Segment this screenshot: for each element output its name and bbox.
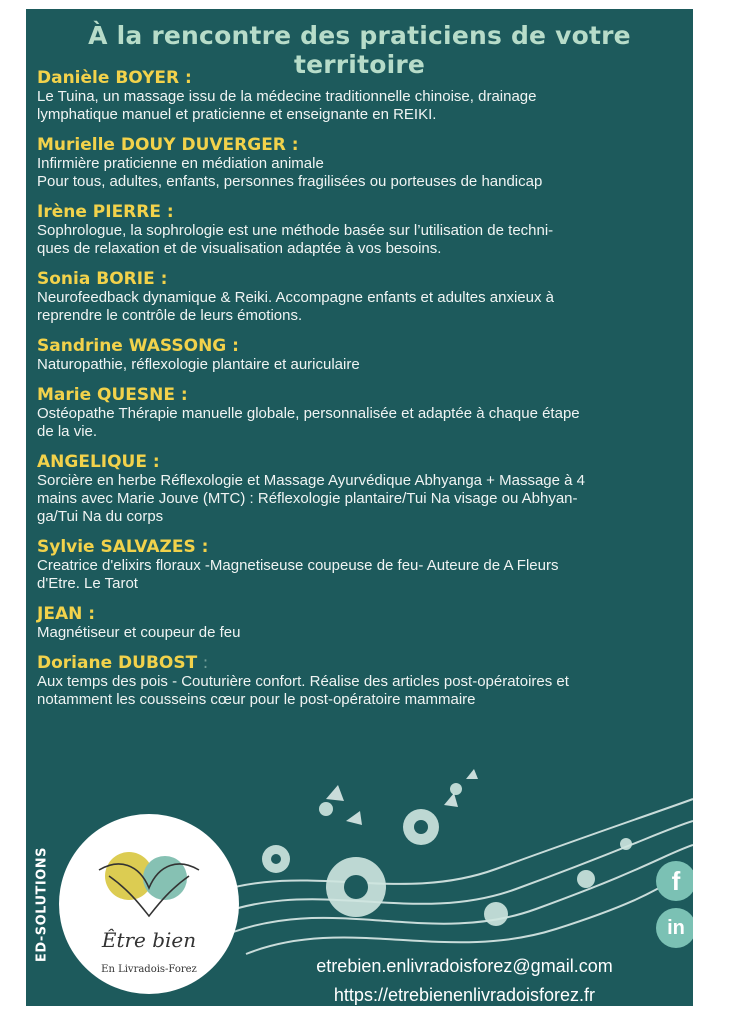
flyer-panel [26,9,693,1006]
page-title: À la rencontre des praticiens de votre territoire [88,21,631,79]
practitioner-name: ANGELIQUE : [37,452,160,472]
linkedin-icon[interactable]: in [656,908,693,948]
practitioner-name: Marie QUESNE : [37,385,188,405]
practitioner-description: Sophrologue, la sophrologie est une méthode basée sur l’utilisation de techni- ques de relaxation et de visualisation adaptée à vos besoins. [37,222,554,257]
logo-subtitle: En Livradois-Forez [101,964,197,975]
contact-website[interactable]: https://etrebienenlivradoisforez.fr [333,985,596,1005]
practitioner-description: Infirmière praticienne en médiation animale Pour tous, adultes, enfants, personnes fragilisées ou porteuses de handicap [37,155,543,190]
practitioner-name: Doriane DUBOST : [37,653,209,673]
contact-email[interactable]: etrebien.enlivradoisforez@gmail.com [316,956,613,976]
practitioner-name: Sonia BORIE : [37,269,168,289]
practitioner-name: Irène PIERRE : [37,202,174,222]
practitioner-description: Ostéopathe Thérapie manuelle globale, personnalisée et adaptée à chaque étape de la vie. [37,405,580,440]
logo [59,814,239,994]
practitioner-description: Sorcière en herbe Réflexologie et Massage Ayurvédique Abhyanga + Massage à 4 mains avec Marie Jouve (MTC) : Réflexologie plantaire/Tui Na visage ou Abhyan- ga/Tui Na du corps [37,472,585,525]
practitioner-name: JEAN : [37,604,96,624]
practitioner-description: Aux temps des pois - Couturière confort. Réalise des articles post-opératoires et notamment les cousseins cœur pour le post-opératoire mammaire [37,673,569,708]
practitioner-description: Le Tuina, un massage issu de la médecine traditionnelle chinoise, drainage lymphatique manuel et praticienne et enseignante en REIKI. [37,88,537,123]
practitioner-description: Naturopathie, réflexologie plantaire et auriculaire [37,356,360,373]
practitioner-description: Neurofeedback dynamique & Reiki. Accompagne enfants et adultes anxieux à reprendre le contrôle de leurs émotions. [37,289,554,324]
logo-script-text: Être bien [101,928,197,952]
practitioner-description: Magnétiseur et coupeur de feu [37,624,241,641]
practitioner-description: Creatrice d'elixirs floraux -Magnetiseuse coupeuse de feu- Auteure de A Fleurs d'Etre. Le Tarot [37,557,559,592]
practitioner-name: Sandrine WASSONG : [37,336,239,356]
practitioner-name: Sylvie SALVAZES : [37,537,209,557]
side-label: ED-SOLUTIONS [34,846,50,963]
practitioner-name: Danièle BOYER : [37,68,192,88]
practitioner-name: Murielle DOUY DUVERGER : [37,135,299,155]
facebook-icon[interactable]: f [656,861,693,901]
